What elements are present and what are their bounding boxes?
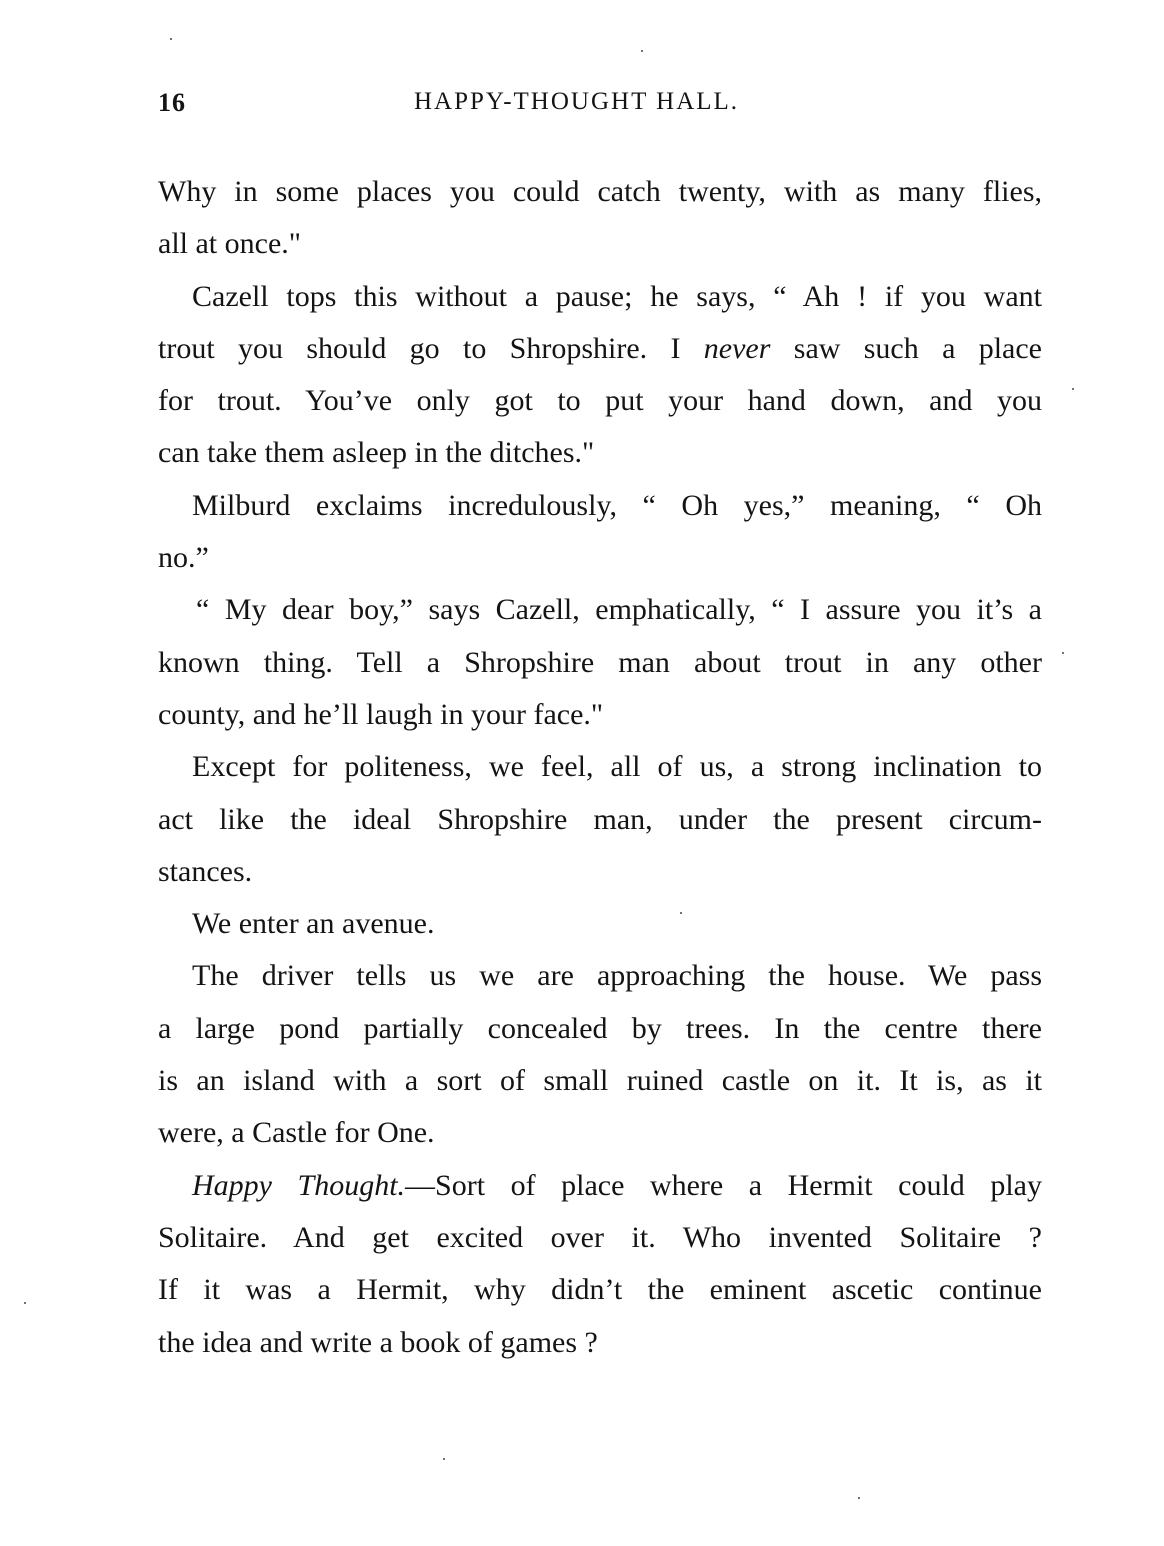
text-line: is an island with a sort of small ruined castle on it. It is, as it xyxy=(158,1064,1042,1098)
text-line: the idea and write a book of games ? xyxy=(158,1325,598,1359)
text-line: county, and he’ll laugh in your face." xyxy=(158,697,604,731)
paragraph xyxy=(158,741,1042,898)
paragraph xyxy=(158,480,1042,585)
text-line: all at once." xyxy=(158,227,302,261)
page-number: 16 xyxy=(158,88,186,117)
paragraph xyxy=(158,898,1042,950)
paragraph xyxy=(158,950,1042,1159)
scan-speck xyxy=(1072,388,1074,390)
scan-speck xyxy=(1062,652,1064,654)
paragraph xyxy=(158,166,1042,271)
running-title: HAPPY-THOUGHT HALL. xyxy=(414,88,740,115)
text-line: no.” xyxy=(158,541,209,575)
text-line: act like the ideal Shropshire man, under the present circum- xyxy=(158,802,1042,836)
text-line-with-italic xyxy=(158,323,1042,375)
text-line: Except for politeness, we feel, all of us, a strong inclination to xyxy=(192,750,1042,784)
body-text xyxy=(158,166,1042,1369)
italic-word: never xyxy=(703,331,771,365)
paragraph xyxy=(158,1160,1042,1369)
scan-speck xyxy=(443,1458,445,1460)
line-suffix: —Sort of place where a Hermit could play xyxy=(405,1168,1042,1202)
text-line: Cazell tops this without a pause; he says, “ Ah ! if you want xyxy=(192,279,1042,313)
scan-speck xyxy=(641,50,643,52)
text-line: We enter an avenue. xyxy=(192,907,435,941)
text-line: If it was a Hermit, why didn’t the eminent ascetic continue xyxy=(158,1273,1042,1307)
text-line: The driver tells us we are approaching the house. We pass xyxy=(192,959,1042,993)
text-line: for trout. You’ve only got to put your hand down, and you xyxy=(158,384,1042,418)
text-line: known thing. Tell a Shropshire man about trout in any other xyxy=(158,645,1042,679)
text-line: can take them asleep in the ditches." xyxy=(158,436,595,470)
scan-speck xyxy=(170,38,172,40)
text-line-with-italic xyxy=(158,1160,1042,1212)
text-line: Milburd exclaims incredulously, “ Oh yes,” meaning, “ Oh xyxy=(192,488,1042,522)
line-suffix: saw such a place xyxy=(793,331,1042,365)
italic-lead: Happy Thought. xyxy=(192,1168,406,1202)
scan-speck xyxy=(680,912,682,914)
text-line: Why in some places you could catch twenty, with as many flies, xyxy=(158,175,1042,208)
paragraph xyxy=(158,584,1042,741)
text-line: Solitaire. And get excited over it. Who invented Solitaire ? xyxy=(158,1220,1042,1254)
text-line: a large pond partially concealed by trees. In the centre there xyxy=(158,1011,1042,1045)
scan-speck xyxy=(24,1302,26,1304)
text-line: “ My dear boy,” says Cazell, emphatically, “ I assure you it’s a xyxy=(196,593,1042,627)
line-prefix: trout you should go to Shropshire. I xyxy=(158,331,704,365)
paragraph xyxy=(158,271,1042,480)
scan-speck xyxy=(858,1497,860,1499)
page-header xyxy=(158,88,1042,128)
text-line: were, a Castle for One. xyxy=(158,1116,435,1150)
text-line: stances. xyxy=(158,854,253,888)
